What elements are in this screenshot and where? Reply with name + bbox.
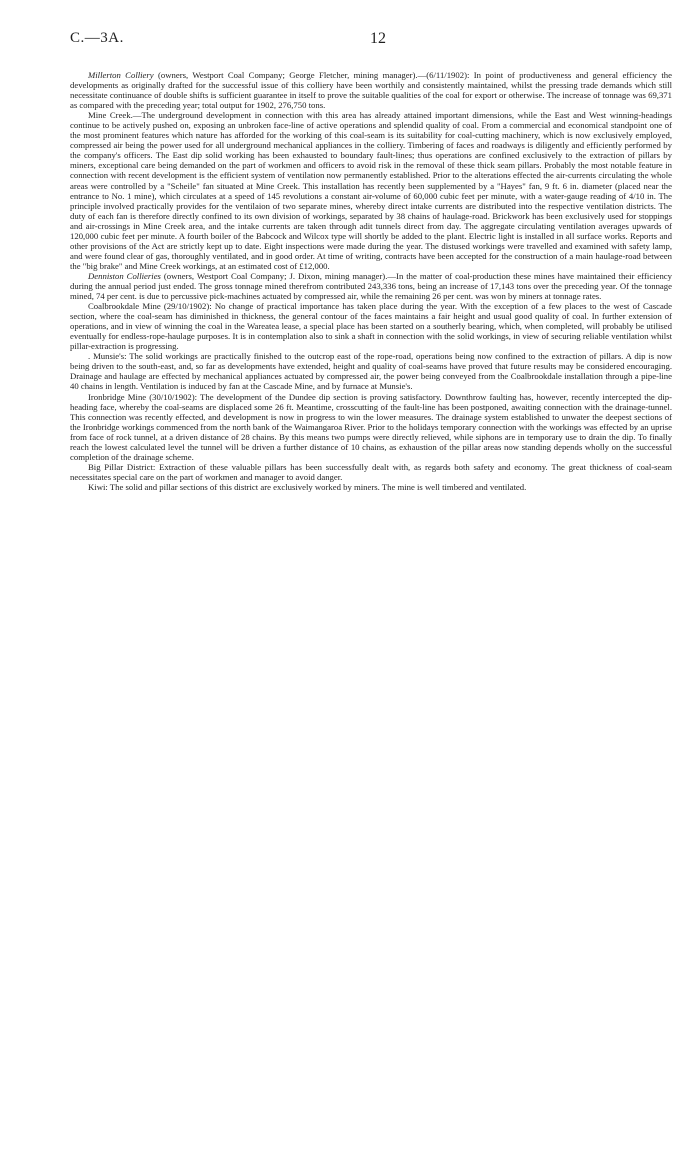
paragraph-denniston [70,271,672,301]
paragraph-text: Big Pillar District: Extraction of these valuable pillars has been successfully dealt with, as regards both safety and economy. The great thickness of coal-seam necessitates special care on the part of workmen and manager to avoid danger. [70,461,672,482]
paragraph-text: . Munsie's: The solid workings are practically finished to the outcrop east of the rope-road, operations being now confined to the extraction of pillars. A dip is now being driven to the south-east, and, so far as developments have extended, height and quality of coal-seams have proved that future results may be considered encouraging. Drainage and haulage are effected by mechanical appliances actuated by compressed air, the power being conveyed from the Coalbrookdale installation through a pipe-line 40 chains in length. Ventilation is induced by fan at the Cascade Mine, and by furnace at Munsie's. [70,351,672,392]
paragraph-ironbridge [70,392,672,462]
paragraph-coalbrookdale [70,301,672,351]
paragraph-text: (owners, Westport Coal Company; George Fletcher, mining manager).—(6/11/1902): In point of productiveness and general efficiency the developments as originally drafted for the successful issue of this colliery have been worthily and consistently maintained, whilst the pressing trade demands which still necessitate continuance of double shifts is sufficient guarantee in itself to prove the suitable qualities of the coal for export or otherwise. The increase of tonnage was 69,371 as compared with the preceding year; total output for 1902, 276,750 tons. [70,70,672,111]
paragraph-mine-creek [70,110,672,271]
paragraph-text: Ironbridge Mine (30/10/1902): The development of the Dundee dip section is proving satisfactory. Downthrow faulting has, however, recently intercepted the dip-heading face, whereby the coal-seams are displaced some 26 ft. Meantime, crosscutting of the fault-line has been postponed, awaiting connection with the drainage-tunnel. This connection was recently effected, and development is now in progress to win the lower measures. The drainage system established to unwater the deepest sections of the Ironbridge workings commenced from the north bank of the Waimangaroa River. Prior to the holidays temporary connection with the workings was effected by an uprise from face of rock tunnel, at a driven distance of 28 chains. By this means two pumps were directly relieved, while siphons are in temporary use to drain the dip. To finally reach the lowest calculated level the tunnel will be driven a further distance of 10 chains, as exhaustion of the pillar areas now standing depends wholly on the successful completion of the drainage scheme. [70,391,672,462]
paragraph-munsies [70,351,672,391]
colliery-name: Millerton Colliery [88,70,154,80]
paragraph-millerton [70,70,672,110]
paragraph-text: Mine Creek.—The underground development in connection with this area has already attained important dimensions, while the East and West winning-headings continue to be actively pushed on, exposing an unbroken face-line of active operations and splendid quality of coal. From a commercial and economical standpoint one of the most prominent features which nature has afforded for the working of this coal-seam is its suitability for coal-cutting machinery, which is now exclusively employed, compressed air being the power used for all underground mechanical appliances in the colliery. Timbering of faces and roadways is diligently and efficiently performed by the company's officers. The East dip solid working has been exhausted to boundary fault-lines; thus operations are confined exclusively to the extraction of pillars by miners, exceptional care being demanded on the part of workmen and officers to avoid risk in the removal of these thick seam pillars. Probably the most notable feature in connection with recent development is the efficient system of ventilation now permanently established. Prior to the alterations effected the air-currents circulating the whole areas were controlled by a "Scheile" fan situated at Mine Creek. This installation has recently been supplemented by a "Hayes" fan, 9 ft. 6 in. diameter (placed near the entrance to No. 1 mine), which circulates at a speed of 145 revolutions a constant air-volume of 60,000 cubic feet per minute, with a water-gauge reading of 4/10 in. The principle involved practically provides for the ventilaion of two separate mines, whereby direct intake currents are distributed into the respective ventilation districts. The duty of each fan is therefore directly confined to its own division of workings, separated by 38 chains of haulage-road. Brickwork has been exclusively used for stoppings and air-crossings in Mine Creek area, and the intake currents are taken through adit tunnels direct from day. The aggregate circulating ventilation averages upwards of 120,000 cubic feet per minute. A fourth boiler of the Babcock and Wilcox type will shortly be added to the plant. Electric light is installed in all surface works. Reports and other provisions of the Act are strictly kept up to date. Eight inspections were made during the year. The distused workings were travelled and examined with safety lamp, and were found clear of gas, thoroughly ventilated, and in good order. At time of writing, contracts have been accepted for the construction of a main haulage-road between the "big brake" and Mine Creek workings, at an estimated cost of £12,000. [70,110,672,271]
page-header [70,30,672,70]
colliery-name: Denniston Collieries [88,270,161,281]
report-body [70,70,672,492]
paragraph-text: Coalbrookdale Mine (29/10/1902): No change of practical importance has taken place during the year. With the exception of a few places to the west of Cascade section, where the coal-seam has diminished in thickness, the general contour of the faces maintains a fair height and usual good quality of coal. In further extension of operations, and in view of winning the coal in the Wareatea lease, a special place has been started on a southerly bearing, which, when completed, will probably be utilised eventually for endless-rope-haulage purposes. It is in contemplation also to sink a shaft in connection with the solid workings, in view of securing reliable ventilation whilst pillar-extraction is progressing. [70,301,672,352]
paragraph-text: Kiwi: The solid and pillar sections of this district are exclusively worked by miners. The mine is well timbered and ventilated. [88,481,527,492]
paragraph-big-pillar [70,462,672,482]
paragraph-kiwi [70,482,672,492]
page-number: 12 [370,30,386,47]
document-reference: C.—3A. [70,30,124,46]
paragraph-text: (owners, Westport Coal Company; J. Dixon, mining manager).—In the matter of coal-production these mines have maintained their efficiency during the annual period just ended. The gross tonnage mined therefrom contributed 243,336 tons, being an increase of 17,143 tons over the preceding year. Of the tonnage mined, 74 per cent. is due to percussive pick-machines actuated by compressed air, while the remaining 26 per cent. was won by miners at tonnage rates. [70,270,672,302]
